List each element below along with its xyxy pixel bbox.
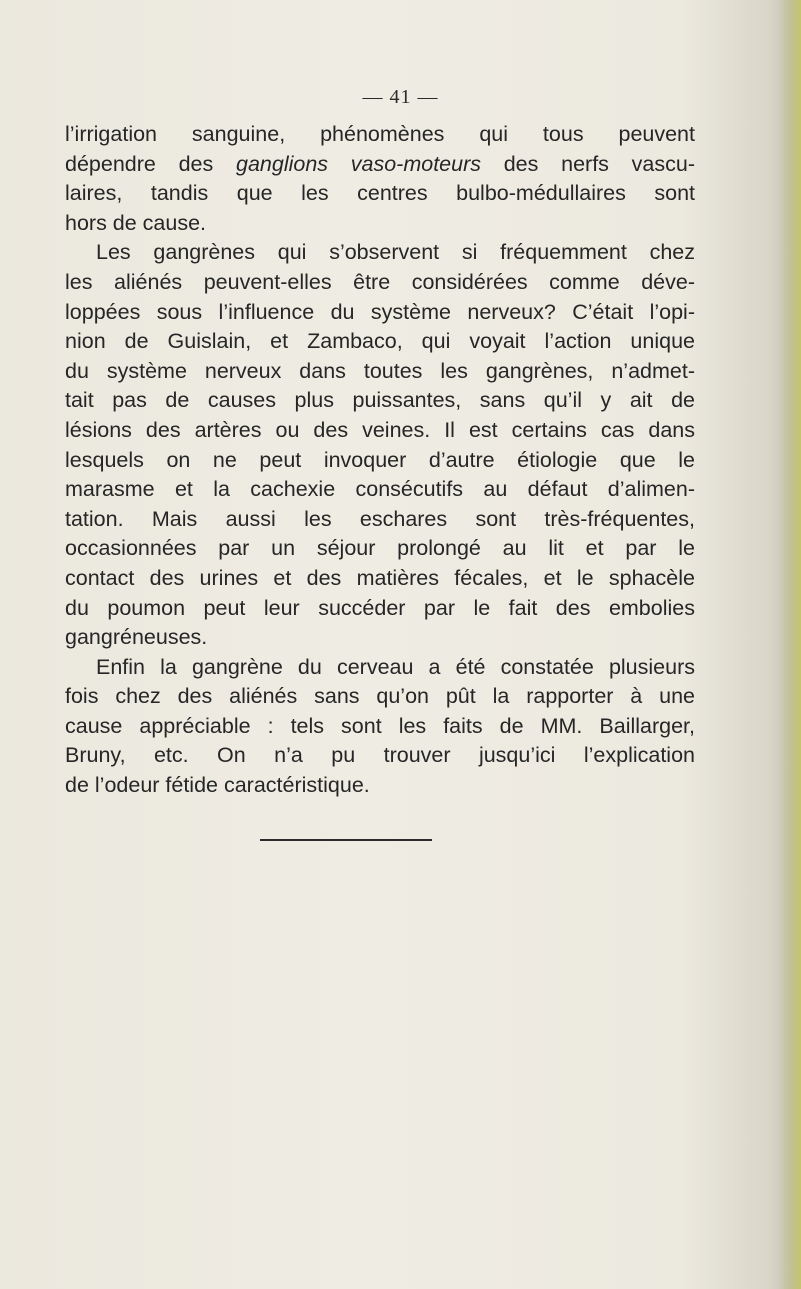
text-line: gangréneuses. (65, 625, 208, 650)
text-line: hors de cause. (65, 210, 207, 235)
text-line: contact des urines et des matières fécales, et le sphacèle (65, 565, 695, 590)
text-line: occasionnées par un séjour prolongé au lit et par le (65, 536, 695, 561)
text-line: Bruny, etc. On n’a pu trouver jusqu’ici l’explication (65, 743, 695, 768)
text-line-part: dépendre des (65, 151, 236, 176)
text-line-part: des nerfs vascu- (481, 151, 695, 176)
text-line: laires, tandis que les centres bulbo-médullaires sont (65, 181, 695, 206)
text-line: fois chez des aliénés sans qu’on pût la rapporter à une (65, 684, 695, 709)
text-line: loppées sous l’influence du système nerveux? C’était l’opi- (65, 299, 695, 324)
text-line: lesquels on ne peut invoquer d’autre étiologie que le (65, 447, 695, 472)
text-line: tation. Mais aussi les eschares sont très-fréquentes, (65, 506, 695, 531)
text-line: lésions des artères ou des veines. Il est certains cas dans (65, 417, 695, 442)
text-line: cause appréciable : tels sont les faits de MM. Baillarger, (65, 713, 695, 738)
text-line (65, 150, 695, 180)
section-end-rule (260, 839, 432, 841)
page-number: — 41 — (362, 86, 439, 108)
text-line: de l’odeur fétide caractéristique. (65, 773, 370, 798)
text-line: du système nerveux dans toutes les gangrènes, n’admet- (65, 358, 695, 383)
page-edge-shading (779, 0, 801, 1289)
text-line: marasme et la cachexie consécutifs au défaut d’alimen- (65, 477, 695, 502)
text-line: du poumon peut leur succéder par le fait des embolies (65, 595, 695, 620)
text-line: Enfin la gangrène du cerveau a été constatée plusieurs (96, 654, 695, 679)
italic-phrase: ganglions vaso-moteurs (235, 151, 481, 176)
text-line: nion de Guislain, et Zambaco, qui voyait l’action unique (65, 329, 695, 354)
text-line: tait pas de causes plus puissantes, sans qu’il y ait de (65, 388, 695, 413)
text-line: Les gangrènes qui s’observent si fréquemment chez (96, 240, 695, 265)
text-line: l’irrigation sanguine, phénomènes qui tous peuvent (65, 122, 695, 146)
body-text (65, 120, 695, 801)
text-line: les aliénés peuvent-elles être considérées comme déve- (65, 269, 695, 294)
